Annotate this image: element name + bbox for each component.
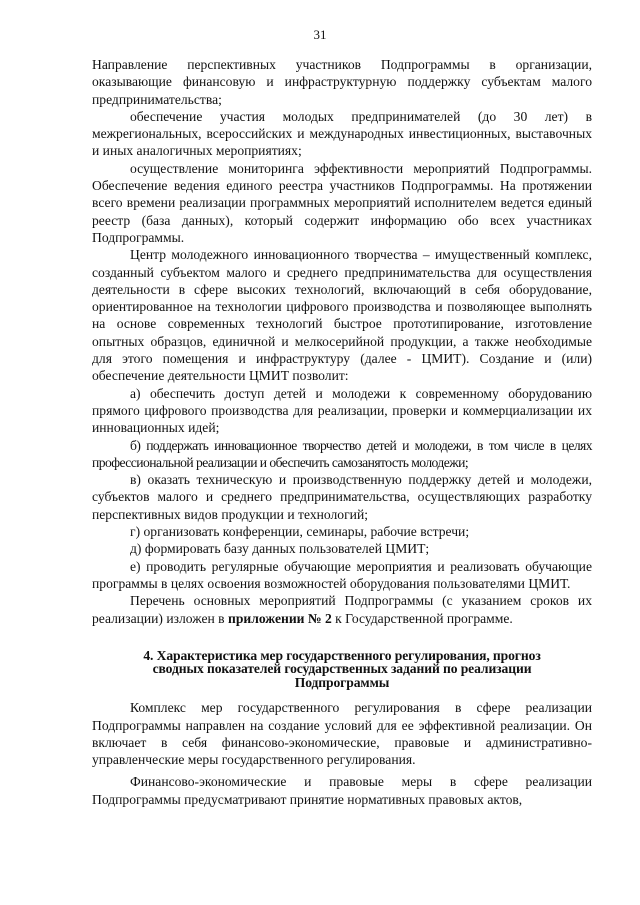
list-item-e: е) проводить регулярные обучающие мероприятия и реализовать обучающие программы в целях освоения возможностей оборудования пользователями ЦМИТ.	[92, 558, 592, 591]
activities-text-end: к Государственной программе.	[331, 610, 513, 626]
activities-text-start: Перечень основных мероприятий Подпрограммы (с указанием сроков их реализации) изложен в	[92, 593, 592, 626]
appendix-reference: приложении № 2	[227, 610, 332, 626]
section-heading-line-2: сводных показателей государственных заданий по реализации	[152, 661, 532, 677]
paragraph-regulation-complex: Комплекс мер государственного регулирования в сфере реализации Подпрограммы направлен на создание условий для ее эффективной реализации. Он включает в себя финансово-экономические, правовые и административно-управленческие меры государственного регулирования.	[92, 700, 592, 768]
section-heading	[92, 649, 592, 690]
paragraph-young-entrepreneurs: обеспечение участия молодых предпринимателей (до 30 лет) в межрегиональных, всероссийских и международных инвестиционных, выставочных и иных аналогичных мероприятиях;	[92, 108, 592, 159]
list-item-d: д) формировать базу данных пользователей ЦМИТ;	[130, 541, 430, 557]
paragraph-monitoring: осуществление мониторинга эффективности мероприятий Подпрограммы. Обеспечение ведения единого реестра участников Подпрограммы. На протяжении всего времени реализации программных мероприятий исполнителем ведется единый реестр (база данных), который содержит информацию обо всех участниках Подпрограммы.	[92, 160, 592, 245]
list-item-v: в) оказать техническую и производственную поддержку детей и молодежи, субъектов малого и среднего предпринимательства, осуществляющих разработку перспективных видов продукции и технологий;	[92, 472, 592, 522]
document-body	[92, 56, 592, 808]
section-heading-line-3: Подпрограммы	[294, 674, 390, 690]
paragraph-cmit-definition: Центр молодежного инновационного творчества – имущественный комплекс, созданный субъектом малого и среднего предпринимательства для осуществления деятельности в сфере высоких технологий, включающий в себя оборудование, ориентированное на технологии цифрового производства и позволяющее выполнять на основе современных технологий быстрое прототипирование, изготовление опытных образцов, единичной и мелкосерийной продукции, а также необходимые для этого помещения и инфраструктуру (далее - ЦМИТ). Создание и (или) обеспечение деятельности ЦМИТ позволит:	[92, 247, 592, 384]
section-heading-line-1: 4. Характеристика мер государственного регулирования, прогноз	[143, 647, 541, 663]
page-number: 31	[313, 27, 327, 42]
paragraph-financial-measures: Финансово-экономические и правовые меры в сфере реализации Подпрограммы предусматривают принятие нормативных правовых актов,	[92, 774, 592, 807]
list-item-b: б) поддержать инновационное творчество детей и молодежи, в том числе в целях профессиональной реализации и обеспечить самозанятость молодежи;	[92, 437, 592, 470]
paragraph-activities-list	[92, 592, 592, 627]
list-item-a: а) обеспечить доступ детей и молодежи к современному оборудованию прямого цифрового производства для реализации, проверки и коммерциализации их инновационных идей;	[92, 385, 592, 436]
paragraph-referral: Направление перспективных участников Подпрограммы в организации, оказывающие финансовую и инфраструктурную поддержку субъектам малого предпринимательства;	[92, 57, 592, 107]
list-item-g: г) организовать конференции, семинары, рабочие встречи;	[130, 524, 470, 540]
